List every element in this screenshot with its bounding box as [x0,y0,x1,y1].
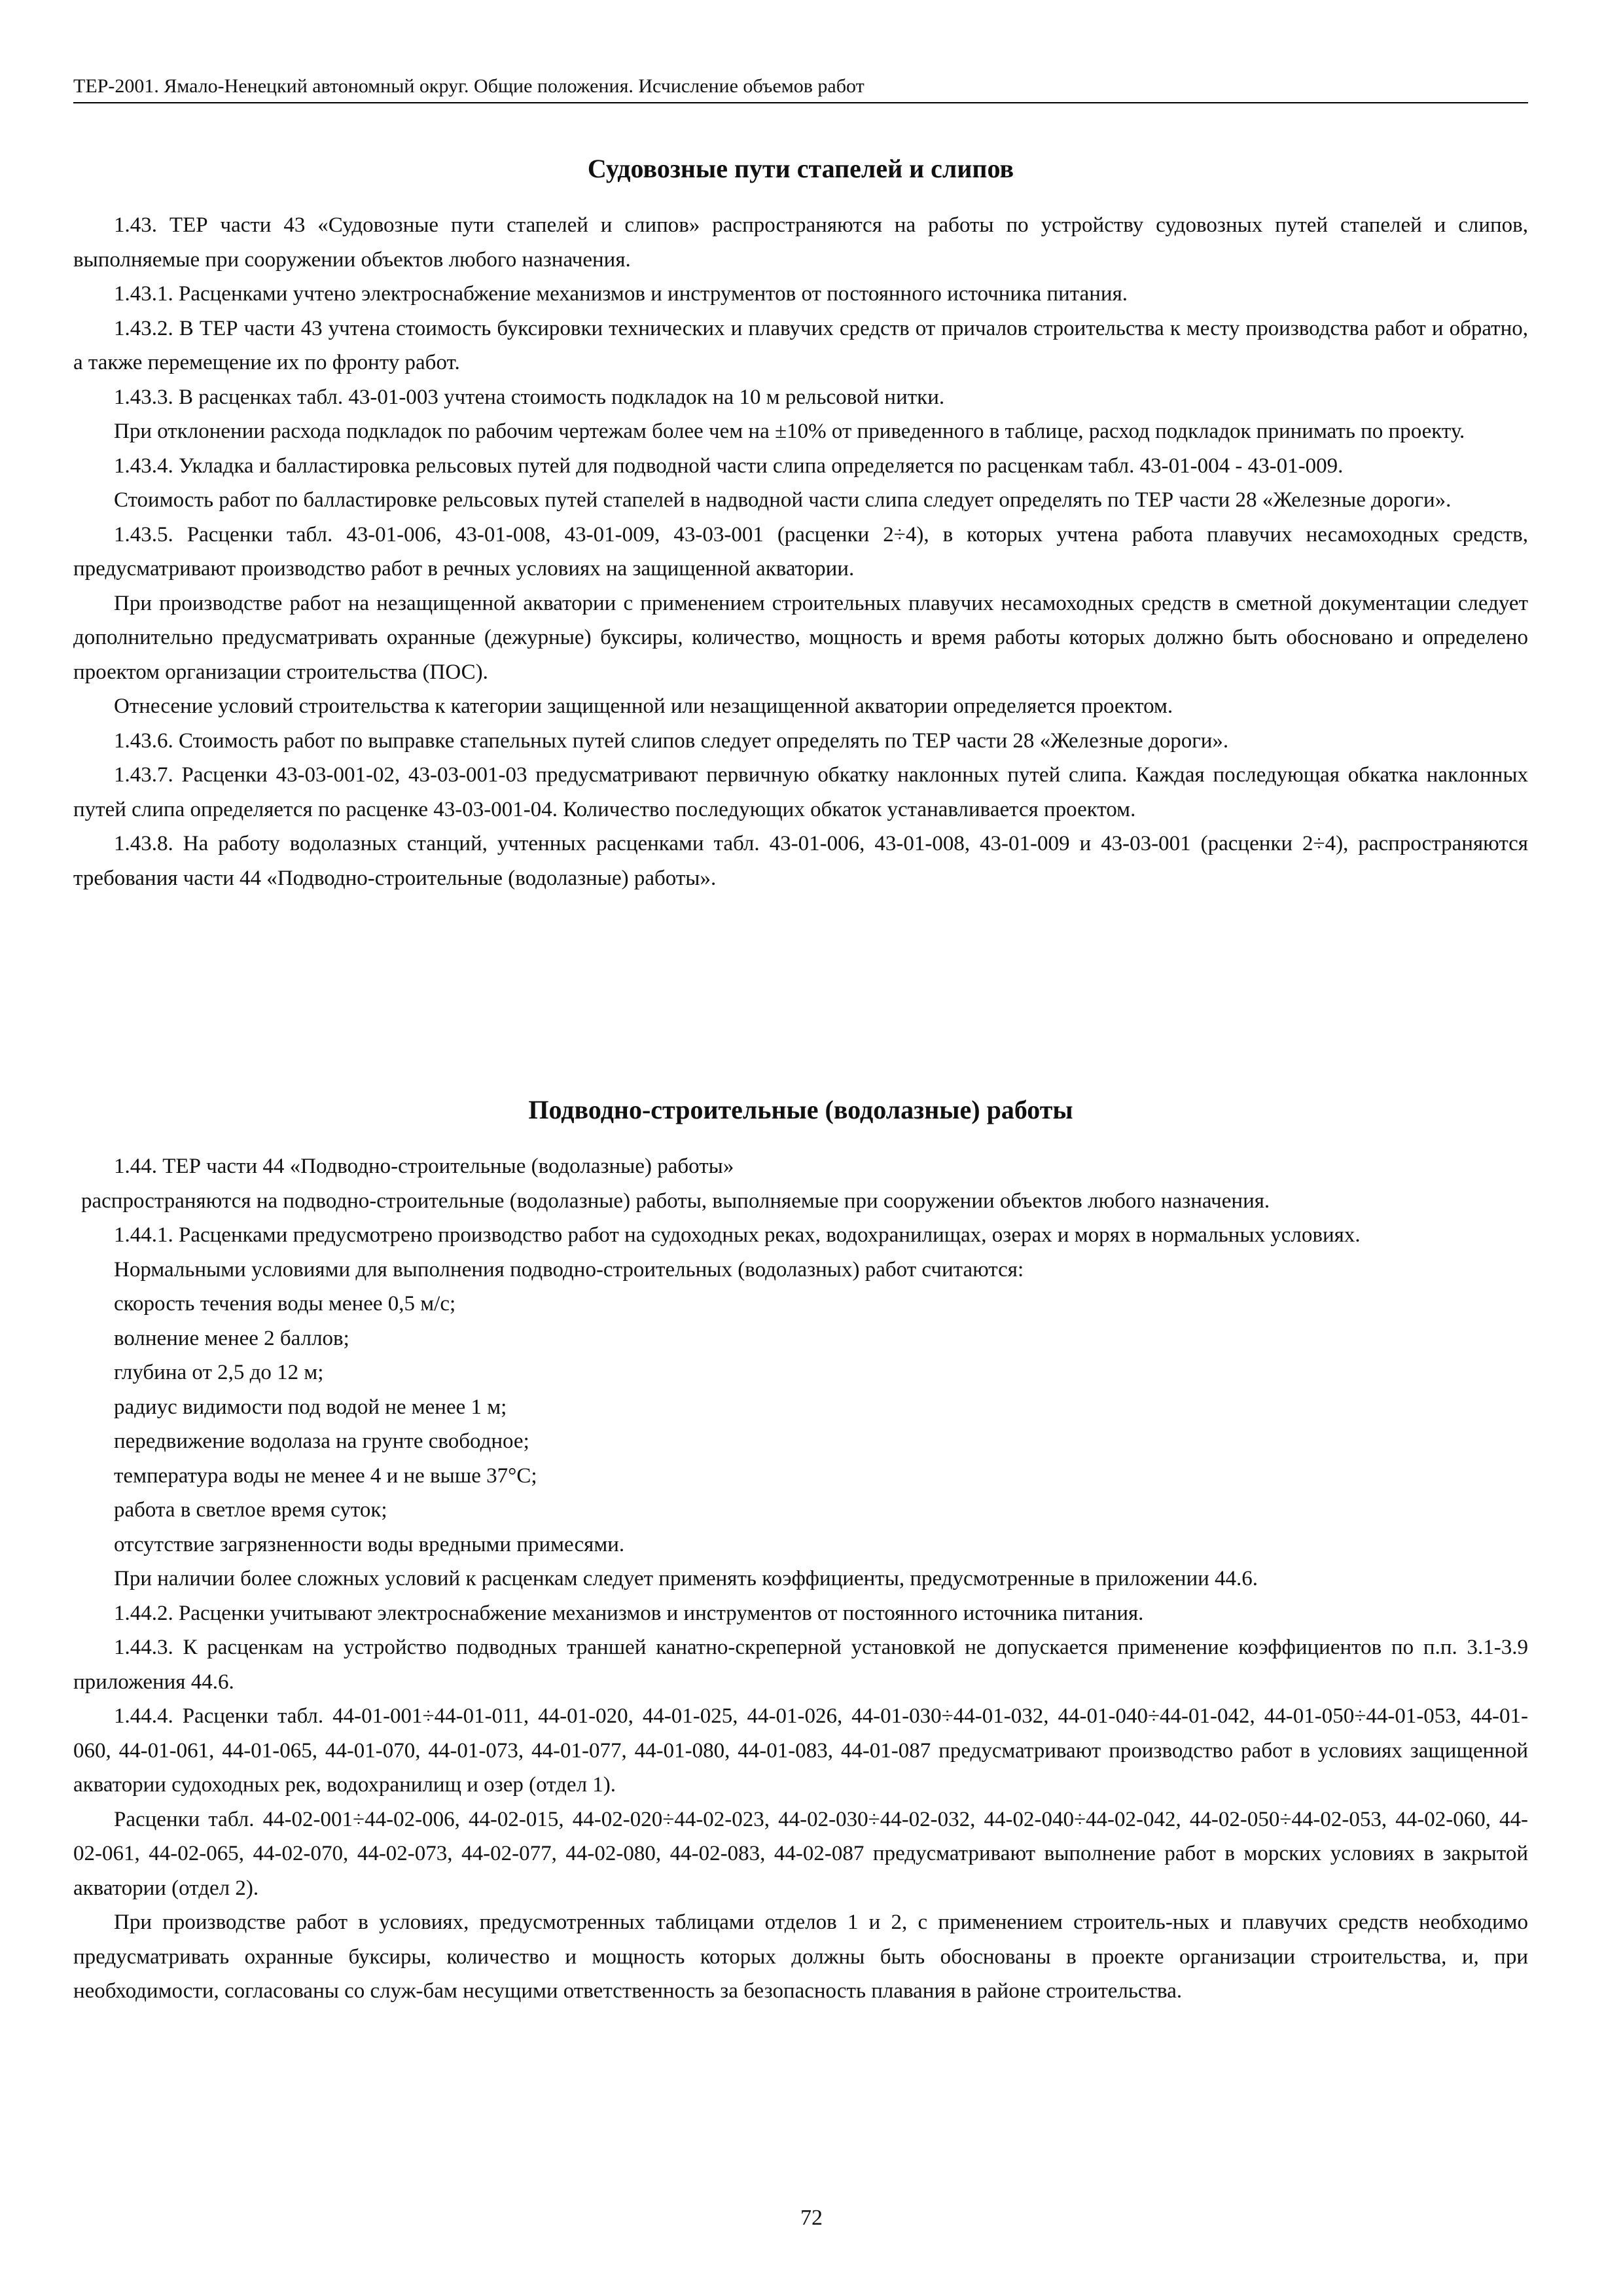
paragraph: При производстве работ в условиях, предусмотренных таблицами отделов 1 и 2, с применением строитель-ных и плавучих средств необходимо предусматривать охранные буксиры, количество и мощность которых должны быть обоснованы в проекте организации строительства, и, при необходимости, согласованы со служ-бам несущими ответственность за безопасность плавания в районе строительства. [73,1910,1528,2003]
condition-item: радиус видимости под водой не менее 1 м; [114,1395,507,1419]
paragraph: 1.43.7. Расценки 43-03-001-02, 43-03-001-03 предусматривают первичную обкатку наклонных путей слипа. Каждая последующая обкатка наклонных путей слипа определяется по расценке 43-03-001-04. Количество последующих обкаток устанавливается проектом. [73,763,1528,821]
paragraph: распространяются на подводно-строительные (водолазные) работы, выполняемые при сооружении объектов любого назначения. [81,1189,1270,1213]
paragraph: Стоимость работ по балластировке рельсовых путей стапелей в надводной части слипа следует определять по ТЕР части 28 «Железные дороги». [114,488,1452,512]
paragraph: 1.43.8. На работу водолазных станций, учтенных расценками табл. 43-01-006, 43-01-008, 43-01-009 и 43-03-001 (расценки 2÷4), распространяются требования части 44 «Подводно-строительные (водолазные) работы». [73,832,1528,890]
paragraph: При производстве работ на незащищенной акватории с применением строительных плавучих несамоходных средств в сметной документации следует дополнительно предусматривать охранные (дежурные) буксиры, количество, мощность и время работы которых должно быть обосновано и определено проектом организации строительства (ПОС). [73,591,1528,684]
condition-item: глубина от 2,5 до 12 м; [114,1361,324,1384]
paragraph: 1.43.4. Укладка и балластировка рельсовых путей для подводной части слипа определяется по расценкам табл. 43-01-004 - 43-01-009. [114,454,1344,478]
paragraph: 1.43.5. Расценки табл. 43-01-006, 43-01-008, 43-01-009, 43-03-001 (расценки 2÷4), в которых учтена работа плавучих несамоходных средств, предусматривают производство работ в речных условиях на защищенной акватории. [73,522,1528,581]
section-title: Подводно-строительные (водолазные) работы [528,1095,1073,1124]
condition-item: скорость течения воды менее 0,5 м/с; [114,1292,456,1316]
paragraph: 1.43.3. В расценках табл. 43-01-003 учтена стоимость подкладок на 10 м рельсовой нитки. [114,385,945,409]
paragraph: 1.44.4. Расценки табл. 44-01-001÷44-01-011, 44-01-020, 44-01-025, 44-01-026, 44-01-030÷44-01-032, 44-01-040÷44-01-042, 44-01-050÷44-01-053, 44-01-060, 44-01-061, 44-01-065, 44-01-070, 44-01-073, 44-01-077, 44-01-080, 44-01-083, 44-01-087 предусматривают производство работ в условиях защищенной акватории судоходных рек, водохранилищ и озер (отдел 1). [73,1704,1528,1797]
paragraph: 1.44. ТЕР части 44 «Подводно-строительные (водолазные) работы» [114,1155,734,1178]
condition-item: отсутствие загрязненности воды вредными примесями. [114,1532,625,1556]
running-header: ТЕР-2001. Ямало-Ненецкий автономный округ. Общие положения. Исчисление объемов работ [73,73,1528,103]
paragraph: 1.43.6. Стоимость работ по выправке стапельных путей слипов следует определять по ТЕР части 28 «Железные дороги». [114,728,1229,753]
paragraph: 1.43.1. Расценками учтено электроснабжение механизмов и инструментов от постоянного источника питания. [114,282,1128,306]
section-title: Судовозные пути стапелей и слипов [587,154,1014,183]
paragraph: 1.44.3. К расценкам на устройство подводных траншей канатно-скреперной установкой не допускается применение коэффициентов по п.п. 3.1-3.9 приложения 44.6. [73,1636,1528,1694]
paragraph: Расценки табл. 44-02-001÷44-02-006, 44-02-015, 44-02-020÷44-02-023, 44-02-030÷44-02-032, 44-02-040÷44-02-042, 44-02-050÷44-02-053, 44-02-060, 44-02-061, 44-02-065, 44-02-070, 44-02-073, 44-02-077, 44-02-080, 44-02-083, 44-02-087 предусматривают выполнение работ в морских условиях в закрытой акватории (отдел 2). [73,1807,1528,1900]
paragraph: При наличии более сложных условий к расценкам следует применять коэффициенты, предусмотренные в приложении 44.6. [114,1567,1258,1590]
paragraph: При отклонении расхода подкладок по рабочим чертежам более чем на ±10% от приведенного в таблице, расход подкладок принимать по проекту. [114,420,1465,443]
paragraph: 1.43.2. В ТЕР части 43 учтена стоимость буксировки технических и плавучих средств от причалов строительства к месту производства работ и обратно, а также перемещение их по фронту работ. [73,316,1528,374]
paragraph: Нормальными условиями для выполнения подводно-строительных (водолазных) работ считаются: [114,1257,1024,1282]
condition-item: работа в светлое время суток; [114,1498,387,1522]
section-shipways [73,152,1528,895]
condition-item: волнение менее 2 баллов; [114,1326,349,1350]
page-number: 72 [800,2206,823,2230]
section-diving-works [73,1093,1528,2009]
paragraph: Отнесение условий строительства к категории защищенной или незащищенной акватории определяется проектом. [114,694,1173,718]
condition-item: температура воды не менее 4 и не выше 37°С; [114,1463,537,1488]
paragraph: 1.44.1. Расценками предусмотрено производство работ на судоходных реках, водохранилищах, озерах и морях в нормальных условиях. [114,1223,1361,1247]
paragraph: 1.43. ТЕР части 43 «Судовозные пути стапелей и слипов» распространяются на работы по устройству судовозных путей стапелей и слипов, выполняемые при сооружении объектов любого назначения. [73,213,1528,272]
condition-item: передвижение водолаза на грунте свободное; [114,1429,529,1453]
paragraph: 1.44.2. Расценки учитывают электроснабжение механизмов и инструментов от постоянного источника питания. [114,1601,1144,1625]
